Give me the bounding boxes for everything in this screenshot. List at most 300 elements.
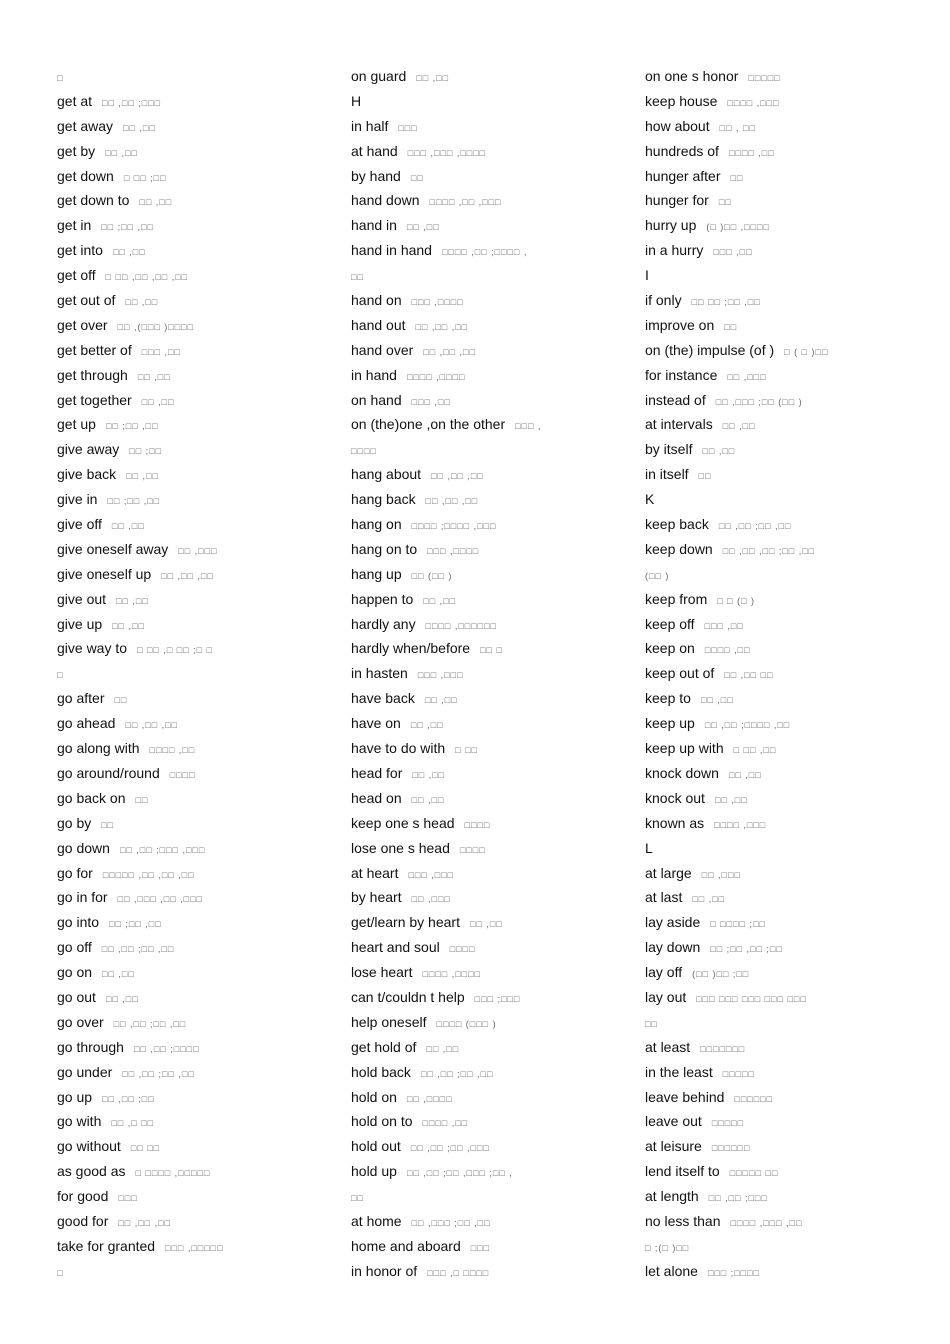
phrase-gloss: □□ ,□□ ;□□□ bbox=[102, 97, 162, 108]
phrase-term: as good as bbox=[57, 1163, 126, 1180]
phrase-term: no less than bbox=[645, 1212, 721, 1229]
phrase-entry bbox=[351, 960, 641, 985]
phrase-entry bbox=[645, 313, 935, 338]
phrase-entry bbox=[645, 1109, 935, 1134]
phrase-entry bbox=[57, 1209, 347, 1234]
phrase-term: give way to bbox=[57, 640, 128, 657]
phrase-gloss: □□ ,□□ ;□□ ,□□ bbox=[113, 1018, 187, 1029]
phrase-term: give oneself away bbox=[57, 540, 169, 557]
phrase-gloss: □□ bbox=[135, 794, 149, 805]
phrase-entry bbox=[351, 412, 641, 437]
phrase-entry bbox=[351, 612, 641, 637]
phrase-term: get off bbox=[57, 267, 96, 284]
phrase-gloss: □□ ,□□ ,□□ ;□□ ,□□ bbox=[722, 545, 816, 556]
phrase-entry bbox=[351, 238, 641, 263]
phrase-entry bbox=[351, 89, 641, 114]
phrase-gloss: □□□□□□□ bbox=[700, 1043, 746, 1054]
phrase-gloss: □□ bbox=[114, 695, 128, 706]
phrase-term: keep back bbox=[645, 516, 709, 533]
phrase-gloss: □□ ,□□ bbox=[137, 371, 171, 382]
phrase-term: knock out bbox=[645, 789, 705, 806]
phrase-gloss: □□□□ bbox=[449, 944, 476, 955]
phrase-entry bbox=[645, 288, 935, 313]
phrase-entry bbox=[351, 711, 641, 736]
phrase-entry bbox=[645, 388, 935, 413]
phrase-term: can t/couldn t help bbox=[351, 988, 465, 1005]
phrase-gloss: □□□□ ,□□□□ bbox=[406, 371, 466, 382]
phrase-gloss: □□ ,□□ bbox=[105, 993, 139, 1004]
phrase-entry bbox=[645, 960, 935, 985]
phrase-gloss: □□□□ bbox=[459, 844, 486, 855]
phrase-entry bbox=[645, 1060, 935, 1085]
phrase-gloss: □□ ,□□ bbox=[125, 297, 159, 308]
phrase-term: hand over bbox=[351, 341, 414, 358]
phrase-gloss: □□ ,□□ bbox=[722, 421, 756, 432]
phrase-entry bbox=[645, 263, 935, 288]
phrase-entry bbox=[57, 910, 347, 935]
phrase-entry bbox=[57, 811, 347, 836]
phrase-term: good for bbox=[57, 1212, 109, 1229]
phrase-term: go for bbox=[57, 864, 93, 881]
phrase-entry bbox=[645, 1184, 935, 1209]
phrase-entry bbox=[351, 1234, 641, 1259]
phrase-gloss: □□□□ bbox=[464, 819, 491, 830]
phrase-entry bbox=[351, 1035, 641, 1060]
phrase-entry bbox=[645, 89, 935, 114]
phrase-gloss: □□ ,□□ bbox=[111, 521, 145, 532]
phrase-entry bbox=[57, 1134, 347, 1159]
phrase-entry bbox=[57, 1234, 347, 1259]
phrase-entry bbox=[645, 836, 935, 861]
phrase-gloss: □□ ,□□ ;□□□□ ,□□ bbox=[704, 720, 791, 731]
phrase-gloss: □□ ,□□ bbox=[424, 695, 458, 706]
phrase-gloss: □□□□ ,□□ ,□□□ bbox=[429, 197, 502, 208]
phrase-gloss: □□ ,□□ ;□□ ,□□ bbox=[101, 944, 175, 955]
phrase-term: get down bbox=[57, 167, 114, 184]
phrase-term: knock down bbox=[645, 764, 719, 781]
phrase-gloss: □□□□□□ bbox=[734, 1093, 774, 1104]
phrase-entry bbox=[57, 188, 347, 213]
phrase-term: go under bbox=[57, 1063, 113, 1080]
phrase-entry bbox=[645, 462, 935, 487]
phrase-gloss: □□□ ,□□□ ,□□□□ bbox=[407, 147, 487, 158]
phrase-term: get away bbox=[57, 117, 114, 134]
phrase-term: help oneself bbox=[351, 1013, 427, 1030]
phrase-term: hand in hand bbox=[351, 242, 432, 259]
phrase-gloss: □□ ,(□□□ )□□□□ bbox=[117, 321, 195, 332]
phrase-term: get at bbox=[57, 92, 93, 109]
phrase-term: hand on bbox=[351, 292, 402, 309]
phrase-gloss: □□□□□ □□ bbox=[729, 1168, 779, 1179]
phrase-term: go out bbox=[57, 988, 96, 1005]
phrase-entry bbox=[57, 1109, 347, 1134]
phrase-gloss: □□□ ,□ □□□□ bbox=[427, 1267, 490, 1278]
phrase-entry bbox=[645, 985, 935, 1010]
phrase-term: in a hurry bbox=[645, 242, 704, 259]
phrase-entry bbox=[57, 1085, 347, 1110]
phrase-term: take for granted bbox=[57, 1237, 156, 1254]
phrase-entry bbox=[57, 238, 347, 263]
column-middle bbox=[351, 64, 641, 1284]
phrase-gloss: □□□ ,□□□□ bbox=[427, 545, 480, 556]
phrase-term: go on bbox=[57, 964, 93, 981]
phrase-entry bbox=[351, 338, 641, 363]
phrase-gloss: □ □□ ,□□ bbox=[733, 745, 777, 756]
phrase-gloss: □□ bbox=[724, 321, 738, 332]
phrase-gloss: □□□□□ bbox=[722, 1068, 755, 1079]
phrase-gloss: □□□ bbox=[470, 1242, 491, 1253]
phrase-term: go after bbox=[57, 690, 105, 707]
phrase-gloss: □□□ bbox=[118, 1193, 138, 1204]
phrase-term: keep house bbox=[645, 92, 718, 109]
phrase-gloss: □□ ,□□ bbox=[105, 147, 138, 158]
phrase-term: if only bbox=[645, 292, 682, 309]
phrase-entry bbox=[57, 213, 347, 238]
phrase-gloss: □ bbox=[57, 73, 64, 83]
phrase-term: at least bbox=[645, 1038, 691, 1055]
phrase-gloss: □□□□ ,□□ ;□□□□ , bbox=[441, 247, 528, 258]
phrase-term: lay aside bbox=[645, 914, 701, 931]
phrase-entry bbox=[57, 686, 347, 711]
phrase-entry bbox=[645, 636, 935, 661]
phrase-term: give oneself up bbox=[57, 565, 152, 582]
phrase-gloss: □□ ;□□ ,□□ ;□□ bbox=[710, 944, 783, 955]
phrase-term: on (the)one ,on the other bbox=[351, 416, 506, 433]
phrase-entry bbox=[351, 114, 641, 139]
phrase-gloss: □□ ,□□ ;□□□ ,□□□ bbox=[119, 844, 206, 855]
phrase-entry bbox=[351, 661, 641, 686]
phrase-gloss: □□ □□ bbox=[130, 1143, 161, 1154]
phrase-gloss: □□ ,□□□□ bbox=[406, 1093, 453, 1104]
phrase-gloss: □□ ,□□□ ;□□ ,□□ bbox=[411, 1217, 491, 1228]
phrase-gloss: □□□□□□ bbox=[711, 1143, 751, 1154]
phrase-term: have to do with bbox=[351, 740, 446, 757]
phrase-entry bbox=[351, 537, 641, 562]
phrase-gloss: □□ ,□□ bbox=[416, 73, 450, 83]
phrase-term: get/learn by heart bbox=[351, 914, 460, 931]
phrase-term: hold back bbox=[351, 1063, 411, 1080]
phrase-term: keep up bbox=[645, 715, 695, 732]
phrase-term: by heart bbox=[351, 889, 402, 906]
phrase-term: on (the) impulse (of ) bbox=[645, 341, 775, 358]
phrase-gloss: □□ ,□□ ,□□ bbox=[423, 346, 476, 357]
phrase-term: go up bbox=[57, 1088, 93, 1105]
phrase-gloss: □□ ,□□ bbox=[102, 969, 135, 980]
phrase-term: at intervals bbox=[645, 416, 713, 433]
phrase-entry bbox=[645, 213, 935, 238]
phrase-entry bbox=[351, 885, 641, 910]
phrase-gloss: □□ ,□□ bbox=[692, 894, 726, 905]
phrase-entry bbox=[57, 1060, 347, 1085]
phrase-entry bbox=[645, 1035, 935, 1060]
phrase-entry bbox=[57, 1259, 347, 1284]
phrase-term: hold on bbox=[351, 1088, 397, 1105]
phrase-term: give off bbox=[57, 516, 102, 533]
phrase-entry bbox=[645, 861, 935, 886]
phrase-term: hundreds of bbox=[645, 142, 719, 159]
phrase-entry bbox=[57, 164, 347, 189]
phrase-entry bbox=[645, 1159, 935, 1184]
phrase-gloss: □ ( □ )□□ bbox=[784, 346, 829, 357]
phrase-entry bbox=[645, 188, 935, 213]
phrase-gloss: □□ ,□□ bbox=[423, 595, 457, 606]
phrase-gloss: □□ bbox=[351, 1193, 364, 1204]
phrase-entry bbox=[645, 885, 935, 910]
phrase-gloss: □□□□□ bbox=[748, 73, 781, 83]
phrase-gloss: □□□ ,□□□ bbox=[417, 670, 464, 681]
phrase-term: go without bbox=[57, 1138, 121, 1155]
phrase-term: go off bbox=[57, 939, 92, 956]
phrase-term: hold out bbox=[351, 1138, 401, 1155]
phrase-gloss: □ □□ ,□ □□ ;□ □ bbox=[137, 645, 214, 656]
phrase-gloss: □□□ ,□□□ bbox=[408, 869, 455, 880]
phrase-term: go into bbox=[57, 914, 100, 931]
phrase-gloss: □□ ,□□ ,□□ bbox=[415, 321, 469, 332]
phrase-gloss: □□ ,□□ bbox=[412, 769, 446, 780]
phrase-gloss: □□ ,□□ ;□□□ bbox=[708, 1193, 768, 1204]
phrase-entry bbox=[351, 811, 641, 836]
phrase-gloss: □□ ,□□□ bbox=[178, 545, 218, 556]
phrase-entry bbox=[351, 263, 641, 288]
phrase-term: hunger for bbox=[645, 192, 709, 209]
phrase-gloss: □ □ (□ ) bbox=[717, 595, 756, 606]
phrase-entry bbox=[645, 164, 935, 189]
phrase-gloss: □□ ,□□ bbox=[426, 1043, 460, 1054]
phrase-gloss: □□ ;□□ bbox=[129, 446, 163, 457]
phrase-term: hang up bbox=[351, 565, 402, 582]
phrase-gloss: □ ;(□ )□□ bbox=[645, 1242, 690, 1253]
phrase-gloss: □ □□ bbox=[455, 745, 478, 756]
phrase-entry bbox=[645, 910, 935, 935]
phrase-gloss: □□ bbox=[645, 1018, 658, 1029]
phrase-entry bbox=[351, 388, 641, 413]
phrase-gloss: □□ ,□□ bbox=[714, 794, 748, 805]
phrase-term: get up bbox=[57, 416, 96, 433]
phrase-term: hold up bbox=[351, 1163, 397, 1180]
phrase-gloss: □□ ,□□ bbox=[702, 446, 736, 457]
phrase-term: in the least bbox=[645, 1063, 713, 1080]
phrase-entry bbox=[351, 1060, 641, 1085]
phrase-term: K bbox=[645, 491, 655, 508]
phrase-gloss: □□□□ ,□□□ bbox=[714, 819, 767, 830]
phrase-entry bbox=[645, 1010, 935, 1035]
phrase-gloss: □□□□ ,□□□ ,□□ bbox=[730, 1217, 803, 1228]
phrase-entry bbox=[645, 412, 935, 437]
phrase-term: L bbox=[645, 839, 653, 856]
phrase-entry bbox=[57, 412, 347, 437]
phrase-entry bbox=[57, 836, 347, 861]
phrase-term: at heart bbox=[351, 864, 399, 881]
phrase-gloss: (□ )□□ ,□□□□ bbox=[706, 222, 770, 233]
phrase-term: on one s honor bbox=[645, 68, 739, 84]
phrase-entry bbox=[645, 761, 935, 786]
phrase-gloss: □□□□ bbox=[351, 446, 377, 457]
phrase-entry bbox=[351, 288, 641, 313]
phrase-entry bbox=[57, 388, 347, 413]
phrase-gloss: □□ ,□□ ,□□ bbox=[425, 496, 479, 507]
phrase-entry bbox=[351, 1109, 641, 1134]
phrase-term: get by bbox=[57, 142, 96, 159]
phrase-entry bbox=[645, 661, 935, 686]
phrase-gloss: □□ ,□□ ;□□ ,□□□ ;□□ , bbox=[406, 1168, 513, 1179]
phrase-entry bbox=[351, 164, 641, 189]
phrase-entry bbox=[57, 263, 347, 288]
phrase-gloss: □□ , □□ bbox=[719, 122, 756, 133]
phrase-gloss: □□□□ ,□□□□□□ bbox=[425, 620, 497, 631]
phrase-gloss: □□ ,□□□ bbox=[411, 894, 451, 905]
phrase-term: give away bbox=[57, 441, 120, 458]
phrase-term: give in bbox=[57, 491, 98, 508]
phrase-entry bbox=[57, 512, 347, 537]
phrase-gloss: □□ □□ ;□□ ,□□ bbox=[691, 297, 761, 308]
phrase-gloss: □□□ ,□□ bbox=[141, 346, 181, 357]
phrase-entry bbox=[57, 960, 347, 985]
phrase-entry bbox=[57, 313, 347, 338]
phrase-term: give up bbox=[57, 615, 103, 632]
phrase-term: hang on to bbox=[351, 540, 418, 557]
phrase-entry bbox=[57, 786, 347, 811]
phrase-entry bbox=[57, 89, 347, 114]
phrase-term: leave out bbox=[645, 1113, 702, 1130]
phrase-entry bbox=[351, 562, 641, 587]
phrase-gloss: □□ ;□□ ,□□ bbox=[109, 919, 162, 930]
phrase-term: instead of bbox=[645, 391, 706, 408]
phrase-entry bbox=[645, 437, 935, 462]
phrase-gloss: (□□ )□□ ;□□ bbox=[692, 969, 750, 980]
phrase-gloss: □□□ ,□□ bbox=[411, 396, 451, 407]
phrase-term: keep to bbox=[645, 690, 691, 707]
phrase-gloss: □□ ,□□ bbox=[126, 471, 159, 482]
phrase-gloss: □□□□ (□□□ ) bbox=[436, 1018, 497, 1029]
phrase-entry bbox=[351, 313, 641, 338]
phrase-entry bbox=[645, 736, 935, 761]
phrase-term: hang about bbox=[351, 466, 422, 483]
phrase-gloss: □□ ,□□ bbox=[469, 919, 503, 930]
phrase-gloss: □□□ □□□ □□□ □□□ □□□ bbox=[696, 993, 807, 1004]
phrase-entry bbox=[57, 736, 347, 761]
phrase-gloss: □□ ,□□ □□ bbox=[724, 670, 774, 681]
phrase-gloss: □□□ ,□□ bbox=[704, 620, 744, 631]
phrase-term: go back on bbox=[57, 789, 126, 806]
phrase-term: in hand bbox=[351, 366, 397, 383]
phrase-entry bbox=[351, 587, 641, 612]
phrase-term: get better of bbox=[57, 341, 132, 358]
phrase-term: get out of bbox=[57, 292, 116, 309]
phrase-gloss: □□ ,□□ ,□□ bbox=[161, 570, 214, 581]
phrase-entry bbox=[645, 786, 935, 811]
phrase-gloss: □□□ , bbox=[515, 421, 542, 432]
phrase-term: at leisure bbox=[645, 1138, 702, 1155]
phrase-term: in itself bbox=[645, 466, 689, 483]
phrase-entry bbox=[57, 437, 347, 462]
phrase-term: lose one s head bbox=[351, 839, 450, 856]
phrase-entry bbox=[351, 786, 641, 811]
phrase-entry bbox=[57, 1010, 347, 1035]
phrase-gloss: □□ ,□□ bbox=[406, 222, 440, 233]
phrase-term: give out bbox=[57, 590, 107, 607]
phrase-entry bbox=[645, 238, 935, 263]
phrase-entry bbox=[645, 1134, 935, 1159]
phrase-entry bbox=[645, 935, 935, 960]
phrase-entry bbox=[57, 338, 347, 363]
phrase-entry bbox=[351, 437, 641, 462]
phrase-gloss: □□ bbox=[410, 172, 424, 183]
phrase-entry bbox=[351, 1184, 641, 1209]
phrase-term: keep on bbox=[645, 640, 695, 657]
phrase-term: keep off bbox=[645, 615, 695, 632]
phrase-term: go down bbox=[57, 839, 110, 856]
phrase-term: for good bbox=[57, 1188, 109, 1205]
phrase-gloss: □□ □ bbox=[480, 645, 503, 656]
phrase-gloss: □□ ,□ □□ bbox=[111, 1118, 155, 1129]
phrase-term: hardly any bbox=[351, 615, 416, 632]
phrase-gloss: □□ ,□□ bbox=[141, 396, 175, 407]
phrase-entry bbox=[57, 636, 347, 661]
phrase-term: let alone bbox=[645, 1262, 698, 1279]
phrase-entry bbox=[57, 487, 347, 512]
phrase-gloss: □□ ,□□ bbox=[123, 122, 156, 133]
phrase-entry bbox=[645, 363, 935, 388]
phrase-entry bbox=[351, 935, 641, 960]
phrase-term: go by bbox=[57, 814, 92, 831]
phrase-entry bbox=[351, 487, 641, 512]
phrase-entry bbox=[351, 1134, 641, 1159]
phrase-entry bbox=[57, 363, 347, 388]
phrase-term: hand out bbox=[351, 316, 406, 333]
phrase-gloss: □□□ ;□□□□ bbox=[707, 1267, 760, 1278]
phrase-entry bbox=[351, 188, 641, 213]
phrase-gloss: □□□□ ;□□□□ ,□□□ bbox=[411, 521, 497, 532]
phrase-term: go in for bbox=[57, 889, 108, 906]
phrase-entry bbox=[57, 1159, 347, 1184]
phrase-gloss: □□ ,□□ ,□□ bbox=[125, 720, 179, 731]
phrase-gloss: □□ ,□□ ;□□□□ bbox=[133, 1043, 200, 1054]
phrase-entry bbox=[57, 587, 347, 612]
phrase-term: keep out of bbox=[645, 665, 715, 682]
phrase-term: have on bbox=[351, 715, 401, 732]
phrase-gloss: □ □□ ;□□ bbox=[123, 172, 167, 183]
phrase-entry bbox=[645, 711, 935, 736]
phrase-entry bbox=[351, 462, 641, 487]
phrase-entry bbox=[57, 64, 347, 89]
phrase-gloss: □□ ,□□ ;□□ ,□□ bbox=[718, 521, 792, 532]
phrase-entry bbox=[645, 612, 935, 637]
column-right bbox=[645, 64, 935, 1284]
phrase-gloss: □ □□□□ ;□□ bbox=[710, 919, 766, 930]
phrase-term: get through bbox=[57, 366, 128, 383]
phrase-entry bbox=[645, 686, 935, 711]
phrase-term: lay down bbox=[645, 939, 701, 956]
phrase-gloss: □□ ,□□ bbox=[139, 197, 173, 208]
phrase-term: head on bbox=[351, 789, 402, 806]
phrase-entry bbox=[351, 512, 641, 537]
phrase-gloss: □□□□ ,□□ bbox=[422, 1118, 469, 1129]
phrase-entry bbox=[351, 1010, 641, 1035]
phrase-gloss: □□ ,□□ ;□□ ,□□□ bbox=[410, 1143, 490, 1154]
phrase-entry bbox=[351, 1085, 641, 1110]
phrase-entry bbox=[645, 811, 935, 836]
phrase-term: happen to bbox=[351, 590, 414, 607]
phrase-term: H bbox=[351, 92, 362, 109]
phrase-term: known as bbox=[645, 814, 705, 831]
phrase-term: lay out bbox=[645, 988, 687, 1005]
phrase-entry bbox=[57, 935, 347, 960]
phrase-term: in honor of bbox=[351, 1262, 418, 1279]
phrase-gloss: □□ bbox=[101, 819, 115, 830]
phrase-gloss: □□ ,□□ bbox=[700, 695, 734, 706]
phrase-entry bbox=[57, 462, 347, 487]
phrase-entry bbox=[57, 1184, 347, 1209]
